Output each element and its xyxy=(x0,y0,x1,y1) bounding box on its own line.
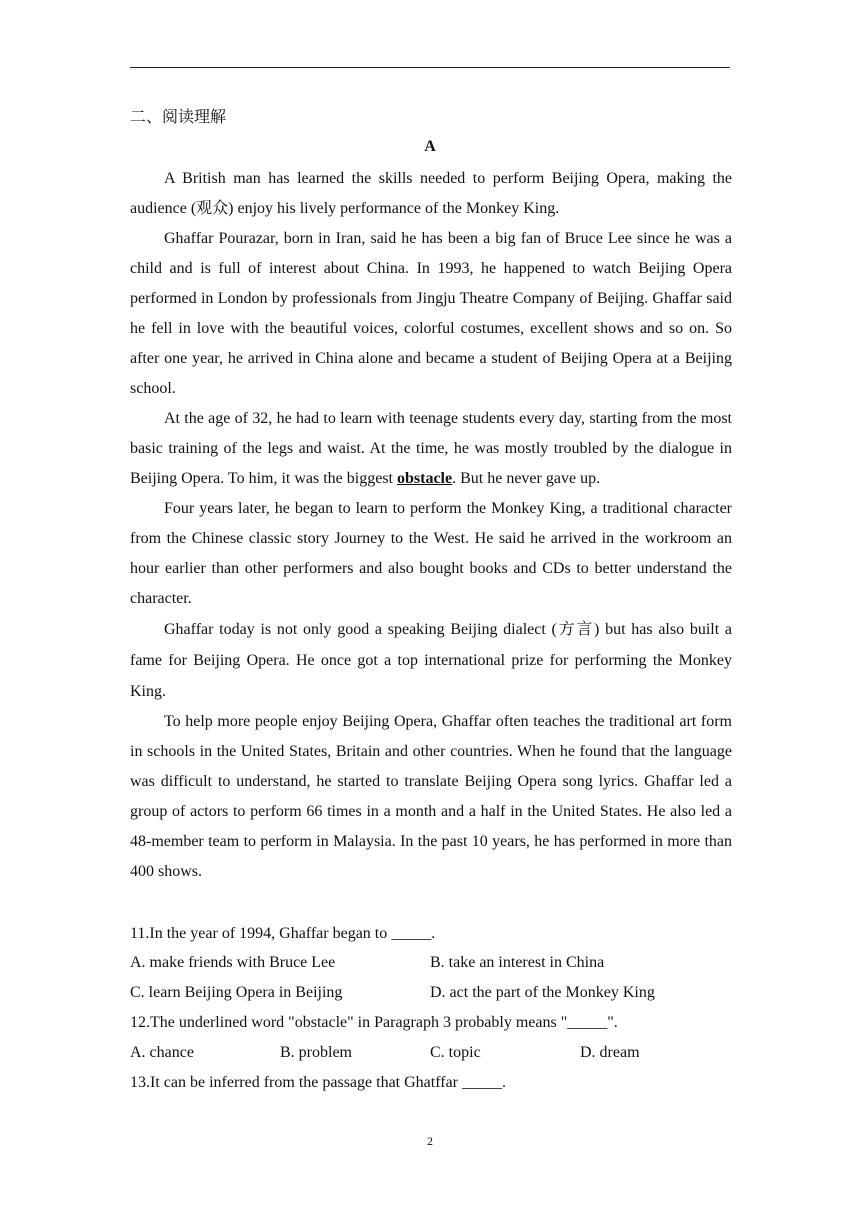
question-12-stem: 12.The underlined word "obstacle" in Paragraph 3 probably means "_____". xyxy=(130,1014,618,1031)
paragraph-5: Ghaffar today is not only good a speaking Beijing dialect (方言) but has also built a fame for Beijing Opera. He once got a top international prize for performing the Monkey King. xyxy=(130,621,732,700)
question-11-option-b: B. take an interest in China xyxy=(430,954,605,971)
reading-passage xyxy=(130,164,732,887)
question-13-stem: 13.It can be inferred from the passage that Ghatffar _____. xyxy=(130,1074,507,1091)
paragraph-3 xyxy=(130,404,732,494)
section-title: 二、阅读理解 xyxy=(130,109,227,126)
paragraph-4: Four years later, he began to learn to perform the Monkey King, a traditional character from the Chinese classic story Journey to the West. He said he arrived in the workroom an hour earlier than other performers and also bought books and CDs to better understand the character. xyxy=(130,500,732,607)
question-11-stem: 11.In the year of 1994, Ghaffar began to _____. xyxy=(130,925,436,942)
underlined-keyword: obstacle xyxy=(397,470,453,487)
question-11-option-d: D. act the part of the Monkey King xyxy=(430,984,655,1001)
question-12-option-a: A. chance xyxy=(130,1044,194,1061)
paragraph-6: To help more people enjoy Beijing Opera, Ghaffar often teaches the traditional art form in schools in the United States, Britain and other countries. When he found that the language was difficult to understand, he started to translate Beijing Opera song lyrics. Ghaffar led a group of actors to perform 66 times in a month and a half in the United States. He also led a 48-member team to perform in Malaysia. In the past 10 years, he has performed in more than 400 shows. xyxy=(130,713,732,880)
paragraph-3-before: At the age of 32, he had to learn with teenage students every day, starting from the most basic training of the legs and waist. At the time, he was mostly troubled by the dialogue in Beijing Opera. To him, it was the biggest xyxy=(130,410,732,487)
header-rule xyxy=(130,67,730,68)
question-12-option-c: C. topic xyxy=(430,1044,481,1061)
passage-letter: A xyxy=(424,138,436,155)
paragraph-2: Ghaffar Pourazar, born in Iran, said he has been a big fan of Bruce Lee since he was a child and is full of interest about China. In 1993, he happened to watch Beijing Opera performed in London by professionals from Jingju Theatre Company of Beijing. Ghaffar said he fell in love with the beautiful voices, colorful costumes, excellent shows and so on. So after one year, he arrived in China alone and became a student of Beijing Opera at a Beijing school. xyxy=(130,230,732,397)
question-12-option-d: D. dream xyxy=(580,1044,640,1061)
paragraph-3-after: . But he never gave up. xyxy=(452,470,601,487)
paragraph-1: A British man has learned the skills needed to perform Beijing Opera, making the audience (观众) enjoy his lively performance of the Monkey King. xyxy=(130,170,732,217)
question-12-option-b: B. problem xyxy=(280,1044,352,1061)
question-11-option-c: C. learn Beijing Opera in Beijing xyxy=(130,984,343,1001)
page-number: 2 xyxy=(427,1134,433,1148)
question-11-option-a: A. make friends with Bruce Lee xyxy=(130,954,336,971)
